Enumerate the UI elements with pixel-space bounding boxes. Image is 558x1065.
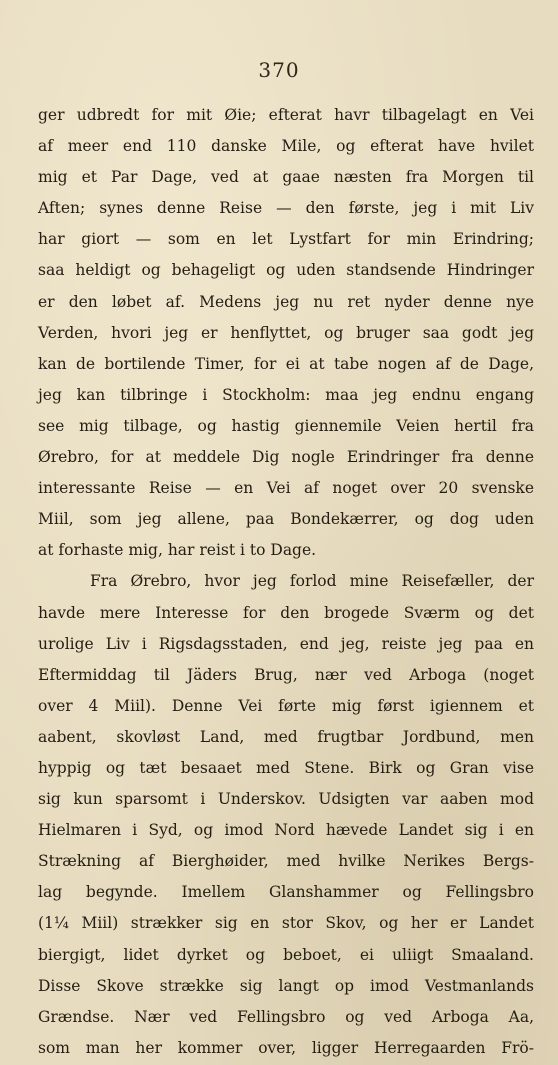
text-line: ger udbredt for mit Øie; efterat havr tilbagelagt en Vei	[38, 106, 534, 124]
text-line: kan de bortilende Timer, for ei at tabe nogen af de Dage,	[38, 354, 534, 373]
text-line: Eftermiddag til Jäders Brug, nær ved Arboga (noget	[38, 665, 534, 684]
text-line: at forhaste mig, har reist i to Dage.	[38, 541, 317, 560]
text-line: er den løbet af. Medens jeg nu ret nyder denne nye	[38, 292, 534, 311]
text-line: lag begynde. Imellem Glanshammer og Fellingsbro	[38, 883, 534, 902]
text-line: Disse Skove strække sig langt op imod Vestmanlands	[38, 976, 534, 995]
body-text	[38, 100, 534, 1064]
text-line: Grændse. Nær ved Fellingsbro og ved Arboga Aa,	[38, 1007, 534, 1026]
text-line: som man her kommer over, ligger Herregaarden Frö-	[38, 1038, 534, 1057]
text-line: Ørebro, for at meddele Dig nogle Erindringer fra denne	[38, 448, 534, 467]
text-line: hyppig og tæt besaaet med Stene. Birk og Gran vise	[38, 758, 534, 777]
text-line: sig kun sparsomt i Underskov. Udsigten var aaben mod	[38, 790, 534, 809]
text-line: mig et Par Dage, ved at gaae næsten fra Morgen til	[38, 168, 534, 187]
text-line: see mig tilbage, og hastig giennemile Veien hertil fra	[38, 416, 534, 435]
text-line: over 4 Miil). Denne Vei førte mig først igiennem et	[38, 696, 534, 715]
text-line: Aften; synes denne Reise — den første, jeg i mit Liv	[38, 199, 534, 218]
text-line: biergigt, lidet dyrket og beboet, ei uliigt Smaaland.	[38, 945, 534, 964]
text-line: saa heldigt og behageligt og uden standsende Hindringer	[38, 261, 534, 280]
text-line: Fra Ørebro, hvor jeg forlod mine Reisefæller, der	[90, 572, 534, 591]
text-line: aabent, skovløst Land, med frugtbar Jordbund, men	[38, 727, 534, 746]
text-line: har giort — som en let Lystfart for min Erindring;	[38, 230, 534, 249]
text-line: jeg kan tilbringe i Stockholm: maa jeg endnu engang	[38, 385, 534, 404]
text-line: (1¼ Miil) strækker sig en stor Skov, og her er Landet	[38, 914, 534, 933]
text-line: interessante Reise — en Vei af noget over 20 svenske	[38, 479, 534, 498]
text-line: havde mere Interesse for den brogede Sværm og det	[38, 603, 534, 622]
text-line: Miil, som jeg allene, paa Bondekærrer, og dog uden	[38, 510, 534, 529]
text-line: Hielmaren i Syd, og imod Nord hævede Landet sig i en	[38, 821, 534, 840]
text-line: af meer end 110 danske Mile, og efterat have hvilet	[38, 137, 534, 156]
text-line: Verden, hvori jeg er henflyttet, og bruger saa godt jeg	[38, 323, 534, 342]
text-line: urolige Liv i Rigsdagsstaden, end jeg, reiste jeg paa en	[38, 634, 534, 653]
text-line: Strækning af Bierghøider, med hvilke Nerikes Bergs-	[38, 852, 534, 871]
page-number: 370	[258, 58, 300, 82]
